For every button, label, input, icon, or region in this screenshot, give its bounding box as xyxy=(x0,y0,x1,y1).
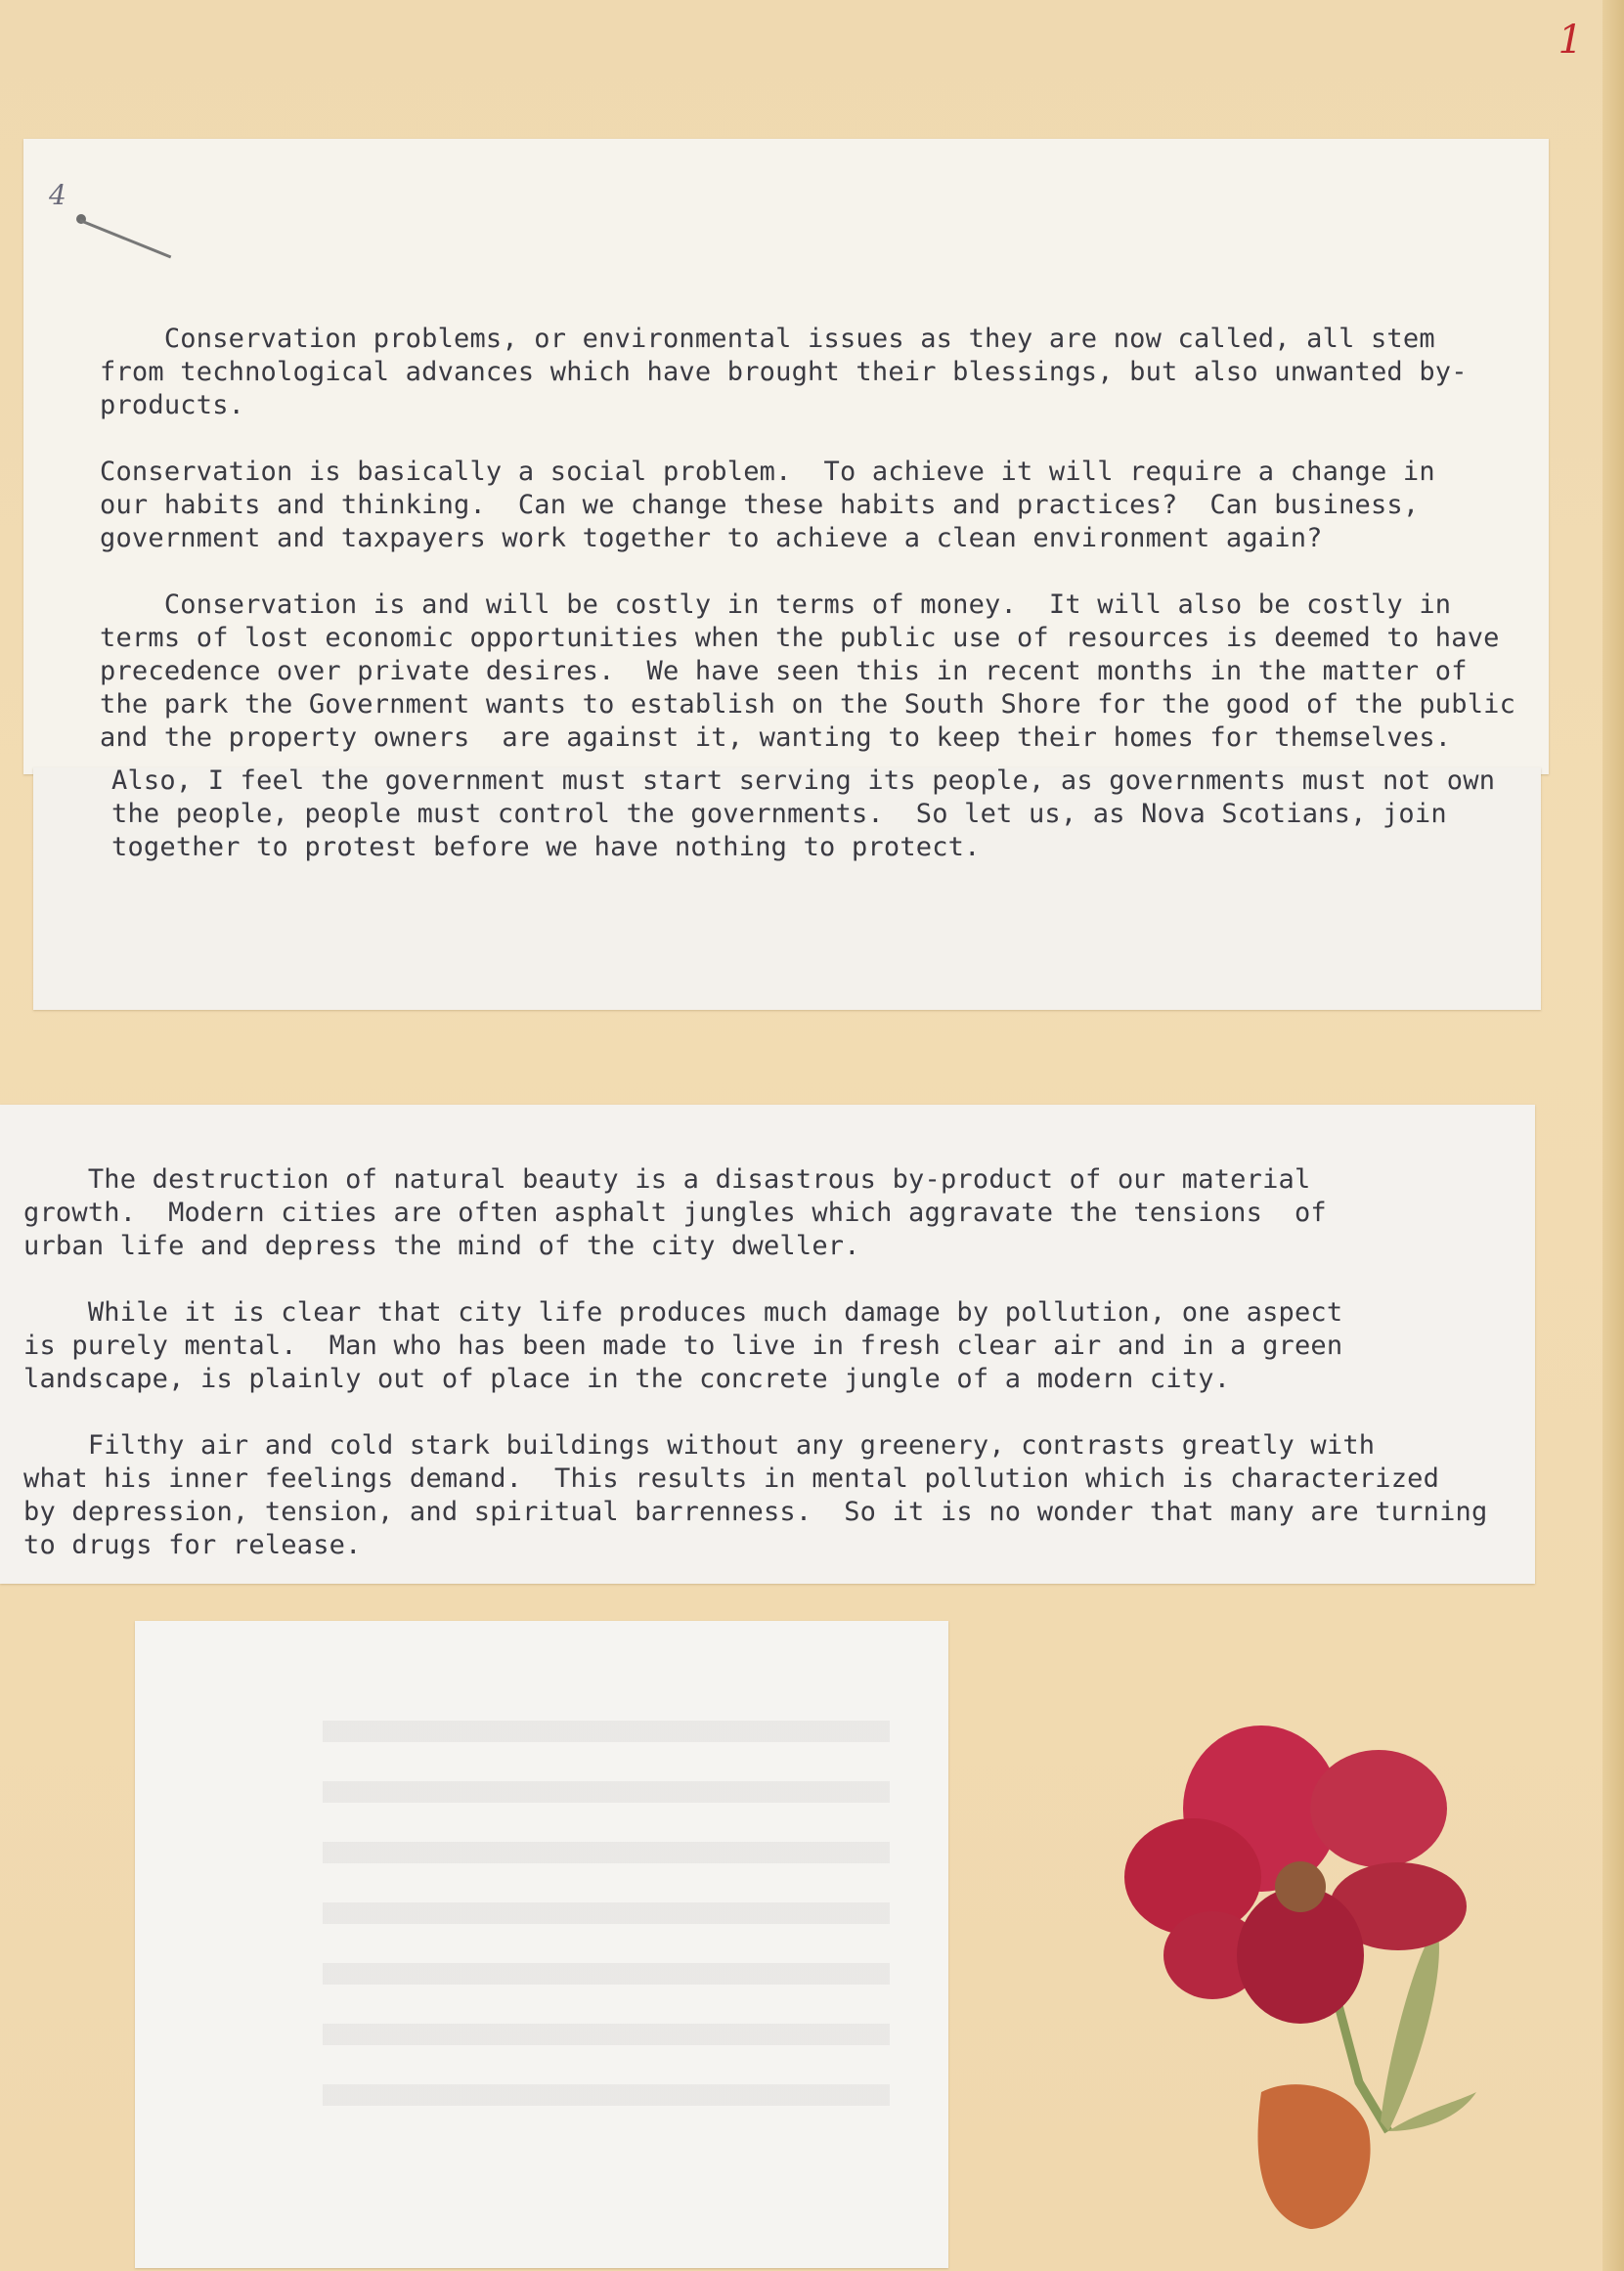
typed-line: and the property owners are against it, wanting to keep their homes for themselves. xyxy=(100,722,1452,753)
typed-line: by depression, tension, and spiritual barrenness. So it is no wonder that many are turning xyxy=(23,1497,1488,1527)
typed-line: is purely mental. Man who has been made to live in fresh clear air and in a green xyxy=(23,1331,1343,1361)
typed-line xyxy=(23,1263,1487,1296)
typed-line: The destruction of natural beauty is a disastrous by-product of our material xyxy=(23,1164,1311,1195)
typed-line xyxy=(23,1396,1487,1429)
typed-line: Conservation problems, or environmental issues as they are now called, all stem xyxy=(100,324,1435,354)
typed-line: the people, people must control the governments. So let us, as Nova Scotians, join xyxy=(111,799,1447,829)
typed-line: the park the Government wants to establish on the South Shore for the good of the public xyxy=(100,689,1516,720)
typed-line: urban life and depress the mind of the city dweller. xyxy=(23,1231,860,1261)
pencil-mark: 4 xyxy=(49,179,66,211)
typed-line: to drugs for release. xyxy=(23,1530,362,1560)
article-2-text xyxy=(111,764,1495,864)
typed-line: our habits and thinking. Can we change these habits and practices? Can business, xyxy=(100,490,1420,520)
typed-line: growth. Modern cities are often asphalt jungles which aggravate the tensions of xyxy=(23,1198,1327,1228)
typed-line: landscape, is plainly out of place in the concrete jungle of a modern city. xyxy=(23,1364,1231,1394)
typed-line: from technological advances which have brought their blessings, but also unwanted by- xyxy=(100,357,1468,387)
article-3-text xyxy=(23,1163,1487,1562)
typed-line: government and taxpayers work together to achieve a clean environment again? xyxy=(100,523,1323,553)
typed-line: what his inner feelings demand. This results in mental pollution which is characterized xyxy=(23,1463,1440,1494)
typed-line: together to protest before we have nothing to protect. xyxy=(111,832,981,862)
page-number: 1 xyxy=(1558,18,1583,63)
typed-line: While it is clear that city life produces much damage by pollution, one aspect xyxy=(23,1297,1343,1328)
typed-line: Filthy air and cold stark buildings without any greenery, contrasts greatly with xyxy=(23,1430,1376,1461)
article-1-text xyxy=(100,323,1515,755)
typed-line: Also, I feel the government must start serving its people, as governments must not own xyxy=(111,765,1496,796)
typed-line xyxy=(100,555,1515,589)
typed-line: terms of lost economic opportunities when the public use of resources is deemed to have xyxy=(100,623,1500,653)
typed-line xyxy=(100,422,1515,456)
bleed-through-text xyxy=(323,1681,890,2131)
typed-line: precedence over private desires. We have seen this in recent months in the matter of xyxy=(100,656,1468,686)
pressed-flower-icon xyxy=(1066,1701,1535,2249)
typed-line: Conservation is basically a social problem. To achieve it will require a change in xyxy=(100,457,1435,487)
typed-line: products. xyxy=(100,390,245,420)
typed-line: Conservation is and will be costly in terms of money. It will also be costly in xyxy=(100,590,1452,620)
page-edge xyxy=(1602,0,1624,2271)
